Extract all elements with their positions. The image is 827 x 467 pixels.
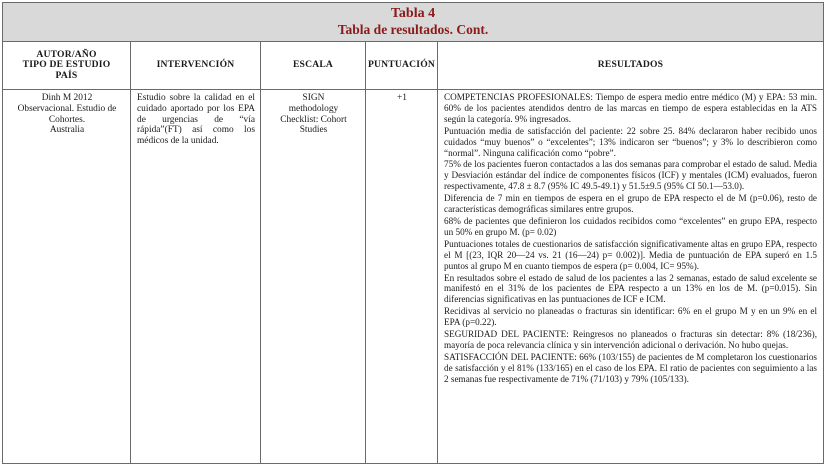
table-header-row [3,42,823,90]
resultado-excelentes: 68% de pacientes que definieron los cuidados recibidos como “excelentes” en grupo EPA, respecto un 50% en grupo M. (p= 0.02) [444,215,817,237]
tipo-estudio: Observacional. Estudio de Cohortes. [17,103,117,125]
cell-autor [3,90,131,463]
table-title-band [3,3,823,42]
escala-text: SIGN methodology Checklist: Cohort Studies [280,93,347,136]
resultado-recidivas: Recidivas al servicio no planeadas o fracturas sin identificar: 6% en el grupo M y en un 9% en el EPA (p=0.22). [444,306,817,328]
resultado-competencias: COMPETENCIAS PROFESIONALES: Tiempo de espera medio entre médico (M) y EPA: 53 min. 60% de los pacientes atendidos dentro de las marcas en tiempo de espera establecidas en la ATS según la categoría. 9% ingresados. [444,92,817,124]
header-intervencion: INTERVENCIÓN [131,42,261,89]
autor-ano: Dinh M 2012 [41,93,93,103]
header-autor-line3: PAÍS [55,69,78,81]
pais: Australia [49,125,85,136]
results-table [2,2,824,464]
cell-intervencion [131,90,261,463]
table-subtitle: Tabla de resultados. Cont. [337,22,489,37]
header-autor-line2: TIPO DE ESTUDIO [22,59,111,71]
resultado-puntuaciones: Puntuaciones totales de cuestionarios de satisfacción significativamente altas en grupo EPA, respecto el M [(23, IQR 20—24 vs. 21 (16—24) p= 0.002)]. Media de puntuación de EPA superó en 1.5 puntos al grupo M en cuanto tiempos de espera (p= 0.004, IC= 95%). [444,238,817,271]
header-autor [3,42,131,89]
cell-puntuacion [366,90,438,463]
puntuacion-value: +1 [397,93,407,103]
intervencion-text: Estudio sobre la calidad en el cuidado aportado por los EPA de urgencias de “vía rápida”(FT) así como los médicos de la unidad. [137,93,255,147]
resultado-estado-salud: 75% de los pacientes fueron contactados a las dos semanas para comprobar el estado de salud. Media y Desviación estándar del índice de componentes físicos (ICF) y mentales (ICM) evaluados, fueron respectivamente, 47.8 ± 8.7 (95% IC 49.5-49.1) y 51.5±9.5 (95% CI 50.1—53.0). [444,159,817,192]
cell-resultados [438,90,823,463]
header-autor-line1: AUTOR/AÑO [36,48,97,60]
header-escala: ESCALA [261,42,366,89]
header-puntuacion: PUNTUACIÓN [366,42,438,89]
table-row [3,90,823,463]
resultado-satisfaccion-media: Puntuación media de satisfacción del paciente: 22 sobre 25. 84% declararon haber recibido unos cuidados “muy buenos” o “excelentes”; 13% indicaron ser “buenos”; y 3% lo describieron como “normal”. Ninguna calificación como “pobre”. [444,125,817,158]
resultado-seguridad: SEGURIDAD DEL PACIENTE: Reingresos no planeados o fracturas sin detectar: 8% (18/236), mayoría de poca relevancia clínica y sin intervención adicional o derivación. No hubo quejas. [444,329,817,350]
header-resultados: RESULTADOS [597,59,664,71]
resultado-satisfaccion: SATISFACCIÓN DEL PACIENTE: 66% (103/155) de pacientes de M completaron los cuestionarios de satisfacción y el 81% (133/165) en el caso de los EPA. El ratio de pacientes con seguimiento a las 2 semanas fue respectivamente de 71% (71/103) y 79% (105/133). [444,351,817,384]
table-title: Tabla 4 [390,6,436,21]
cell-escala [261,90,366,463]
resultado-salud-2-semanas: En resultados sobre el estado de salud de los pacientes a las 2 semanas, estado de salud excelente se manifestó en el 31% de los pacientes de EPA respecto a un 13% en los de M. (p=0.015). Sin diferencias significativas en las puntuaciones de ICF e ICM. [444,272,817,305]
resultado-tiempo-espera: Diferencia de 7 min en tiempos de espera en el grupo de EPA respecto el de M (p=0.06), resto de características demográficas similares entre grupos. [444,193,817,215]
